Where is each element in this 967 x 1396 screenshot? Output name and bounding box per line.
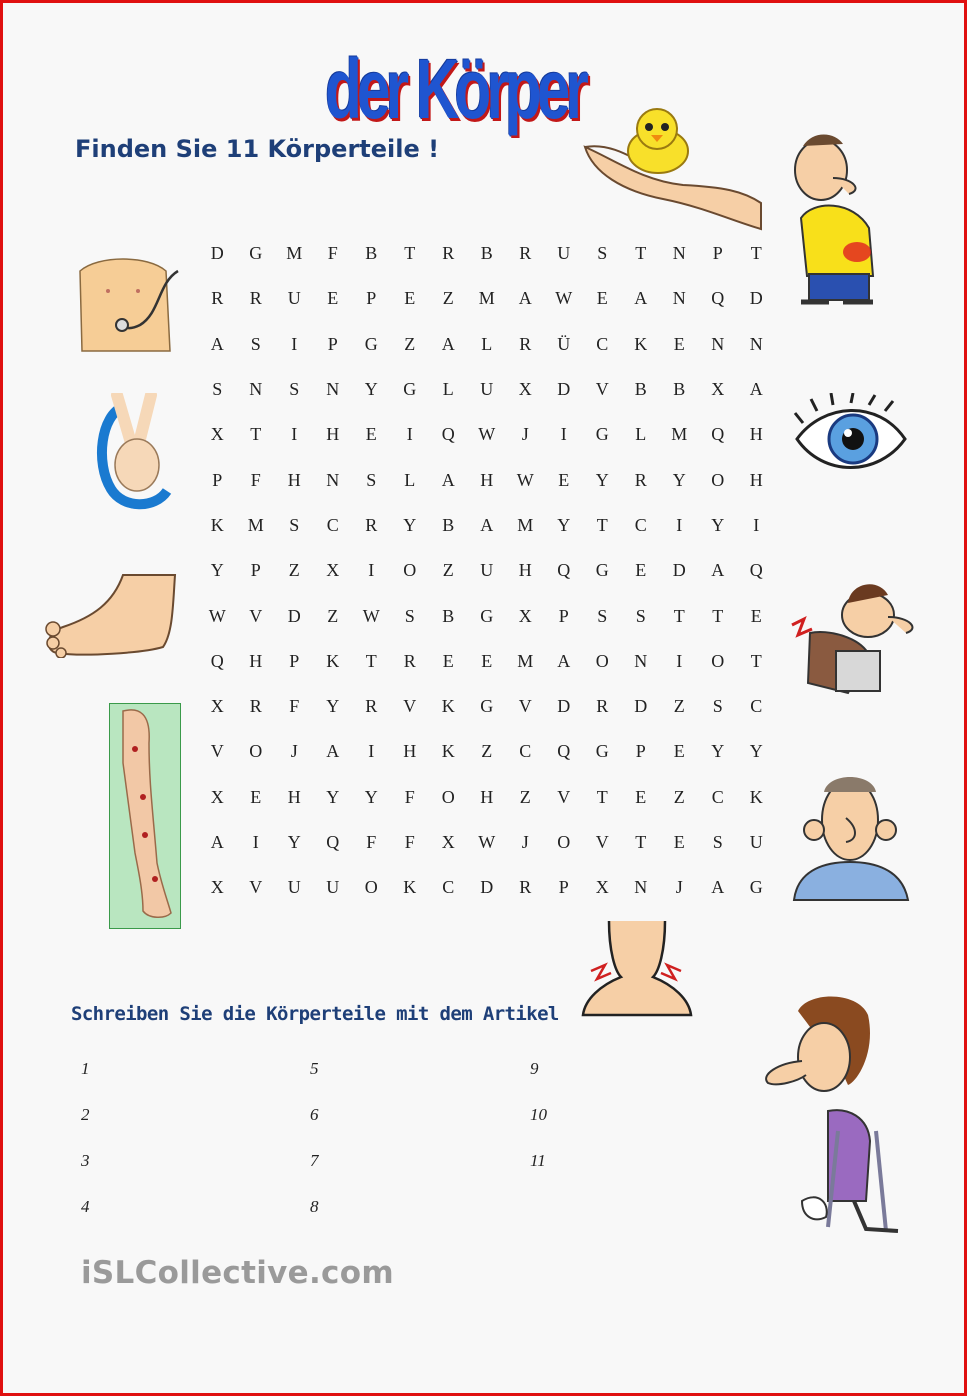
grid-letter: C [519, 741, 532, 762]
grid-letter: Y [711, 741, 725, 762]
answer-number: 7 [310, 1151, 319, 1170]
grid-letter: C [596, 333, 609, 354]
grid-letter: B [480, 243, 493, 264]
grid-letter: P [635, 741, 646, 762]
grid-letter: A [326, 741, 340, 762]
grid-letter: C [711, 786, 724, 807]
neck-pain-illustration [581, 921, 693, 1017]
grid-letter: P [558, 605, 569, 626]
grid-letter: M [478, 288, 495, 309]
grid-letter: A [557, 650, 571, 671]
grid-letter: C [634, 514, 647, 535]
grid-letter: A [634, 288, 648, 309]
grid-letter: D [634, 696, 648, 717]
grid-letter: I [560, 424, 567, 445]
grid-letter: T [596, 514, 608, 535]
answer-number: 10 [530, 1105, 547, 1124]
grid-letter: I [291, 424, 298, 445]
foot-illustration [43, 573, 178, 658]
grid-letter: I [753, 514, 760, 535]
grid-letter: F [289, 696, 300, 717]
man-back-pain-illustration [788, 573, 923, 703]
grid-letter: T [250, 424, 262, 445]
grid-letter: S [366, 469, 377, 490]
grid-letter: E [635, 786, 647, 807]
grid-letter: D [672, 560, 686, 581]
grid-letter: Y [364, 379, 378, 400]
grid-letter: E [673, 333, 685, 354]
grid-letter: V [518, 696, 532, 717]
grid-letter: D [557, 379, 571, 400]
grid-letter: I [368, 741, 375, 762]
grid-letter: K [441, 696, 455, 717]
answer-number: 5 [310, 1059, 319, 1078]
grid-letter: R [596, 696, 609, 717]
grid-letter: R [249, 696, 262, 717]
grid-letter: B [442, 605, 455, 626]
grid-letter: G [480, 605, 494, 626]
grid-letter: W [478, 832, 496, 852]
grid-letter: Y [595, 469, 609, 490]
grid-letter: Z [481, 741, 493, 762]
grid-letter: R [403, 650, 416, 671]
grid-letter: Q [326, 832, 340, 852]
grid-letter: I [368, 560, 375, 581]
grid-letter: D [287, 605, 301, 626]
grid-letter: G [249, 243, 263, 264]
grid-letter: T [673, 605, 685, 626]
grid-letter: W [478, 424, 496, 445]
grid-letter: A [518, 288, 532, 309]
grid-letter: O [364, 877, 378, 898]
grid-letter: E [558, 469, 570, 490]
grid-letter: O [711, 650, 725, 671]
grid-letter: A [441, 469, 455, 490]
grid-letter: W [208, 605, 226, 626]
grid-letter: N [326, 469, 340, 490]
grid-letter: Z [442, 288, 454, 309]
grid-letter: U [287, 288, 301, 309]
grid-letter: O [249, 741, 263, 762]
grid-letter: S [289, 379, 300, 400]
grid-letter: X [210, 424, 224, 445]
grid-letter: E [673, 832, 685, 852]
grid-letter: F [404, 832, 415, 852]
grid-letter: K [326, 650, 340, 671]
grid-letter: Z [442, 560, 454, 581]
grid-letter: S [250, 333, 261, 354]
grid-letter: Q [210, 650, 224, 671]
grid-letter: R [365, 696, 378, 717]
grid-letter: S [404, 605, 415, 626]
grid-letter: U [480, 560, 494, 581]
grid-letter: P [289, 650, 300, 671]
hand-with-chick-illustration [583, 103, 763, 231]
grid-letter: H [403, 741, 417, 762]
grid-letter: H [749, 424, 763, 445]
grid-letter: S [712, 696, 723, 717]
grid-letter: Z [673, 696, 685, 717]
grid-letter: N [634, 877, 648, 898]
grid-letter: E [404, 288, 416, 309]
grid-letter: A [441, 333, 455, 354]
answer-number: 2 [81, 1105, 90, 1124]
grid-letter: N [672, 243, 686, 264]
grid-letter: K [634, 333, 648, 354]
grid-letter: U [480, 379, 494, 400]
grid-letter: P [366, 288, 377, 309]
grid-letter: X [326, 560, 340, 581]
grid-letter: T [635, 243, 647, 264]
answer-number: 1 [81, 1059, 90, 1078]
grid-letter: E [750, 605, 762, 626]
grid-letter: A [711, 560, 725, 581]
answers-heading: Schreiben Sie die Körperteile mit dem Artikel [71, 1003, 559, 1025]
grid-letter: Q [557, 741, 571, 762]
grid-letter: A [480, 514, 494, 535]
grid-letter: J [521, 832, 529, 852]
grid-letter: O [441, 786, 455, 807]
grid-letter: R [365, 514, 378, 535]
grid-letter: D [557, 696, 571, 717]
grid-letter: H [249, 650, 263, 671]
grid-letter: Y [557, 514, 571, 535]
grid-letter: T [635, 832, 647, 852]
grid-letter: R [519, 877, 532, 898]
grid-letter: X [595, 877, 609, 898]
grid-letter: G [749, 877, 763, 898]
grid-letter: N [672, 288, 686, 309]
grid-letter: M [517, 514, 534, 535]
grid-letter: P [327, 333, 338, 354]
arm-illustration [109, 703, 181, 929]
grid-letter: S [597, 243, 608, 264]
grid-letter: X [210, 877, 224, 898]
grid-letter: H [749, 469, 763, 490]
grid-letter: H [480, 469, 494, 490]
grid-letter: Z [519, 786, 531, 807]
grid-letter: G [595, 560, 609, 581]
grid-letter: Y [672, 469, 686, 490]
two-fingers-hand-illustration [93, 393, 173, 511]
grid-letter: A [711, 877, 725, 898]
grid-letter: P [212, 469, 223, 490]
grid-letter: F [366, 832, 377, 852]
grid-letter: R [519, 243, 532, 264]
grid-letter: V [249, 877, 263, 898]
page-title: der Körper [325, 42, 584, 136]
grid-letter: W [555, 288, 573, 309]
grid-letter: B [673, 379, 686, 400]
grid-letter: X [210, 786, 224, 807]
grid-letter: N [749, 333, 763, 354]
grid-letter: S [289, 514, 300, 535]
grid-letter: Y [326, 696, 340, 717]
grid-letter: Z [327, 605, 339, 626]
grid-letter: M [671, 424, 688, 445]
grid-letter: S [212, 379, 223, 400]
grid-letter: A [749, 379, 763, 400]
grid-letter: H [287, 786, 301, 807]
grid-letter: D [749, 288, 763, 309]
grid-letter: F [250, 469, 261, 490]
grid-letter: C [326, 514, 339, 535]
grid-letter: V [557, 786, 571, 807]
grid-letter: E [635, 560, 647, 581]
grid-letter: I [291, 333, 298, 354]
grid-letter: T [365, 650, 377, 671]
grid-letter: R [634, 469, 647, 490]
grid-letter: G [403, 379, 417, 400]
grid-letter: Ü [557, 333, 571, 354]
answer-number: 11 [530, 1151, 546, 1170]
grid-letter: V [249, 605, 263, 626]
grid-letter: O [403, 560, 417, 581]
grid-letter: W [362, 605, 380, 626]
grid-letter: U [287, 877, 301, 898]
grid-letter: F [404, 786, 415, 807]
man-stomach-ache-illustration [773, 128, 903, 308]
grid-letter: X [210, 696, 224, 717]
grid-letter: U [326, 877, 340, 898]
grid-letter: S [597, 605, 608, 626]
grid-letter: Y [210, 560, 224, 581]
grid-letter: Y [403, 514, 417, 535]
grid-letter: R [211, 288, 224, 309]
grid-letter: T [750, 650, 762, 671]
grid-letter: V [595, 379, 609, 400]
grid-letter: M [517, 650, 534, 671]
grid-letter: J [290, 741, 298, 762]
grid-letter: M [286, 243, 303, 264]
word-search-grid [198, 231, 776, 910]
grid-letter: H [326, 424, 340, 445]
grid-letter: E [481, 650, 493, 671]
grid-letter: P [712, 243, 723, 264]
grid-letter: X [441, 832, 455, 852]
answer-number: 8 [310, 1197, 319, 1216]
grid-letter: U [557, 243, 571, 264]
grid-letter: E [250, 786, 262, 807]
grid-letter: E [442, 650, 454, 671]
chest-stethoscope-illustration [78, 253, 183, 353]
grid-letter: H [480, 786, 494, 807]
grid-letter: N [326, 379, 340, 400]
grid-letter: P [250, 560, 261, 581]
grid-letter: I [676, 650, 683, 671]
grid-letter: X [518, 379, 532, 400]
grid-letter: Y [287, 832, 301, 852]
grid-letter: Y [326, 786, 340, 807]
grid-letter: T [712, 605, 724, 626]
grid-letter: B [365, 243, 378, 264]
grid-letter: L [404, 469, 416, 490]
grid-letter: C [442, 877, 455, 898]
grid-letter: T [750, 243, 762, 264]
grid-letter: M [247, 514, 264, 535]
woman-with-crutches-illustration [758, 991, 903, 1241]
grid-letter: N [634, 650, 648, 671]
grid-letter: A [210, 333, 224, 354]
grid-letter: L [442, 379, 454, 400]
grid-letter: F [327, 243, 338, 264]
grid-letter: E [327, 288, 339, 309]
grid-letter: Y [749, 741, 763, 762]
grid-letter: B [442, 514, 455, 535]
grid-letter: L [635, 424, 647, 445]
site-logo: iSLCollective.com [81, 1255, 394, 1291]
grid-letter: K [441, 741, 455, 762]
grid-letter: P [558, 877, 569, 898]
answer-number: 3 [81, 1151, 90, 1170]
grid-letter: K [210, 514, 224, 535]
grid-letter: K [749, 786, 763, 807]
grid-letter: S [712, 832, 723, 852]
grid-letter: T [596, 786, 608, 807]
answer-number: 4 [81, 1197, 90, 1216]
grid-letter: Z [288, 560, 300, 581]
grid-letter: V [595, 832, 609, 852]
grid-letter: I [252, 832, 259, 852]
grid-letter: O [557, 832, 571, 852]
grid-letter: V [210, 741, 224, 762]
grid-letter: E [673, 741, 685, 762]
grid-letter: I [676, 514, 683, 535]
grid-letter: O [595, 650, 609, 671]
grid-letter: R [519, 333, 532, 354]
grid-letter: Y [711, 514, 725, 535]
grid-letter: X [711, 379, 725, 400]
eye-illustration [793, 393, 908, 488]
grid-letter: T [404, 243, 416, 264]
grid-letter: D [210, 243, 224, 264]
grid-letter: Z [673, 786, 685, 807]
instruction-text: Finden Sie 11 Körperteile ! [75, 135, 440, 163]
grid-letter: J [521, 424, 529, 445]
grid-letter: Q [557, 560, 571, 581]
grid-letter: G [595, 424, 609, 445]
grid-letter: H [518, 560, 532, 581]
grid-letter: G [364, 333, 378, 354]
grid-letter: Q [441, 424, 455, 445]
grid-letter: R [249, 288, 262, 309]
grid-letter: G [480, 696, 494, 717]
grid-letter: O [711, 469, 725, 490]
grid-letter: Y [364, 786, 378, 807]
grid-letter: Q [749, 560, 763, 581]
grid-letter: Z [404, 333, 416, 354]
grid-letter: N [711, 333, 725, 354]
grid-letter: E [596, 288, 608, 309]
man-ear-pain-illustration [788, 768, 913, 903]
grid-letter: X [518, 605, 532, 626]
grid-letter: L [481, 333, 493, 354]
grid-letter: D [480, 877, 494, 898]
grid-letter: V [403, 696, 417, 717]
grid-letter: A [210, 832, 224, 852]
grid-letter: W [516, 469, 534, 490]
grid-letter: J [675, 877, 683, 898]
grid-letter: Q [711, 288, 725, 309]
grid-letter: Q [711, 424, 725, 445]
answer-number: 6 [310, 1105, 319, 1124]
grid-letter: R [442, 243, 455, 264]
grid-letter: C [750, 696, 763, 717]
grid-letter: I [406, 424, 413, 445]
grid-letter: K [403, 877, 417, 898]
answer-number: 9 [530, 1059, 539, 1078]
grid-letter: N [249, 379, 263, 400]
grid-letter: S [635, 605, 646, 626]
grid-letter: H [287, 469, 301, 490]
grid-letter: U [749, 832, 763, 852]
grid-letter: E [365, 424, 377, 445]
grid-letter: G [595, 741, 609, 762]
grid-letter: B [634, 379, 647, 400]
